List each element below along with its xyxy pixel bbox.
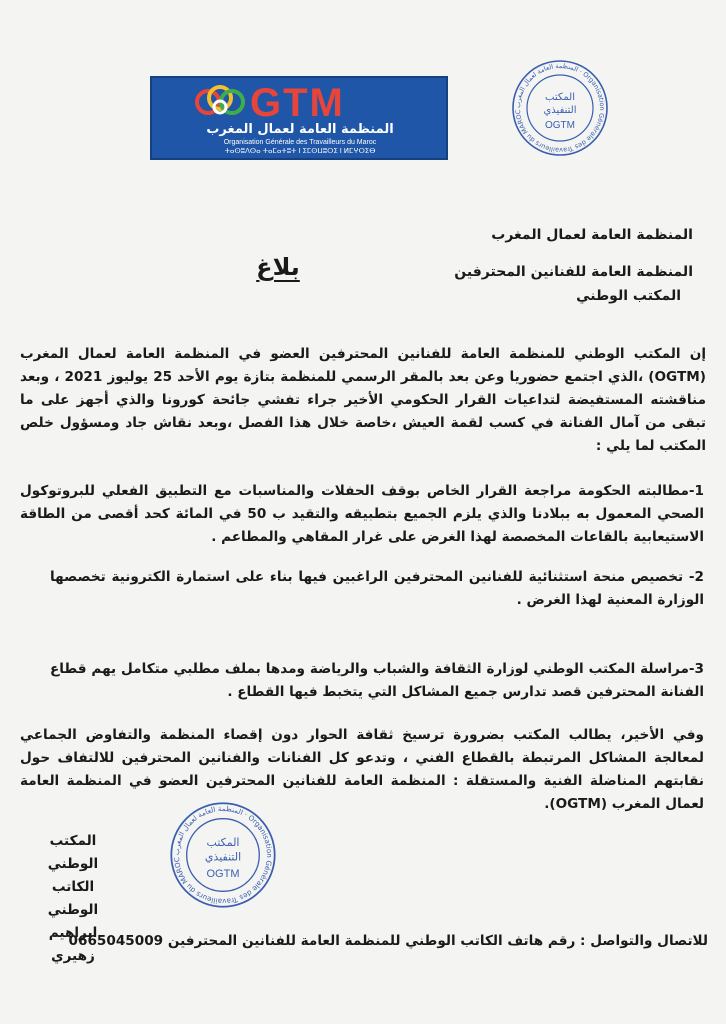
sign-stamp-line-3: OGTM [206,868,240,880]
sign-stamp-ring-text: المنظمة العامة لعمال المغرب · Organisation Générale des Travailleurs du MAROC [171,803,275,907]
contact-phone: 0665045009 [68,933,164,949]
stamp-ring-text: المنظمة العامة لعمال المغرب · Organisation Générale des Travailleurs du MAROC [513,61,607,155]
contact-line [68,930,708,952]
intro-paragraph: إن المكتب الوطني للمنظمة العامة للفنانين المحترفين العضو في المنظمة العامة لعمال المغرب (OGTM) ،الذي اجتمع حضوريا وعن بعد بالمقر الرسمي للمنظمة بتازة يوم الأحد 25 يوليوز 2021 ، وبعد مناقشته المستفيضة لتداعيات القرار الحكومي الأخير جراء تفشي جائحة كورونا والذي أجهز على ما تبقى من آمال الفنانة في كسب لقمة العيش ،خاصة خلال هذا الفصل ،وبعد نقاش جاد ومسؤول خلص المكتب لما يلي : [20,346,706,454]
signature-stamp-icon [168,800,278,910]
logo-french-name: Organisation Générale des Travailleurs du Maroc [223,139,377,146]
stamp-line-1: المكتب [545,92,575,103]
header-org: المنظمة العامة لعمال المغرب [491,227,693,243]
header-sub-org: المنظمة العامة للفنانين المحترفين [454,264,693,280]
closing-paragraph: وفي الأخير، يطالب المكتب بضرورة ترسيخ ثقافة الحوار دون إقصاء المنظمة والتفاوض الجماعي لمعالجة المشاكل المرتبطة بالقطاع الفني ، وتدعو كل الفنانات والفنانين المحترفين للالتفاف حول نقابتهم المناضلة الفنية والمستقلة : المنظمة العامة للفنانين المحترفين العضو في المنظمة العامة لعمال المغرب (OGTM). [20,727,704,812]
signature-name: ابراهيم زهيري [48,925,98,964]
decision-item-3: 3-مراسلة المكتب الوطني لوزارة الثقافة والشباب والرياضة ومدها بملف مطلبي متكامل يهم قطاع الفنانة المحترفين قصد تدارس جميع المشاكل التي يتخبط فيها القطاع . [50,661,704,700]
signature-line-2: الكاتب الوطني [47,879,99,918]
logo-arabic-name: المنظمة العامة لعمال المغرب [206,122,394,137]
official-stamp-icon [510,58,610,158]
decision-item-2: 2- تخصيص منحة استثنائية للفنانين المحترفين الراغبين فيها بناء على استمارة الكترونية تخصصها الوزارة المعنية لهذا الغرض . [50,569,704,608]
document-title: بلاغ [256,253,300,281]
logo-wordmark: GTM [250,81,345,125]
decision-item-1: 1-مطالبته الحكومة مراجعة القرار الخاص بوقف الحفلات والمناسبات مع التطبيق الفعلي للبروتوكول الصحي المعمول به ببلادنا والذي يلزم الجميع بتطبيقه والتقيد ب 50 في المائة كحد أقصى من الطاقة الاستيعابية بالقاعات المخصصة لهذا الغرض على غرار المقاهي والمطاعم . [20,483,705,545]
sign-stamp-line-2: التنفيذي [204,850,242,864]
contact-label: للاتصال والتواصل : رقم هاتف الكاتب الوطني للمنظمة العامة للفنانين المحترفين [167,933,708,949]
stamp-line-3: OGTM [545,120,575,131]
header-office: المكتب الوطني [576,288,681,304]
logo-rings-icon [192,85,248,119]
logo-tifinagh-name: ⵜⴰⵙⵓⴷⵙⴰ ⵜⴰⵎⴰⵜⵓⵜ ⵏ ⵉⵎⵙⵡⵓⵔⵉ ⵏ ⵍⵎⵖⵔⵉⴱ [224,148,376,155]
sign-stamp-line-1: المكتب [206,836,240,850]
signature-line-1: المكتب الوطني [47,833,99,872]
stamp-line-2: التنفيذي [543,105,577,116]
ogtm-logo [150,76,448,160]
